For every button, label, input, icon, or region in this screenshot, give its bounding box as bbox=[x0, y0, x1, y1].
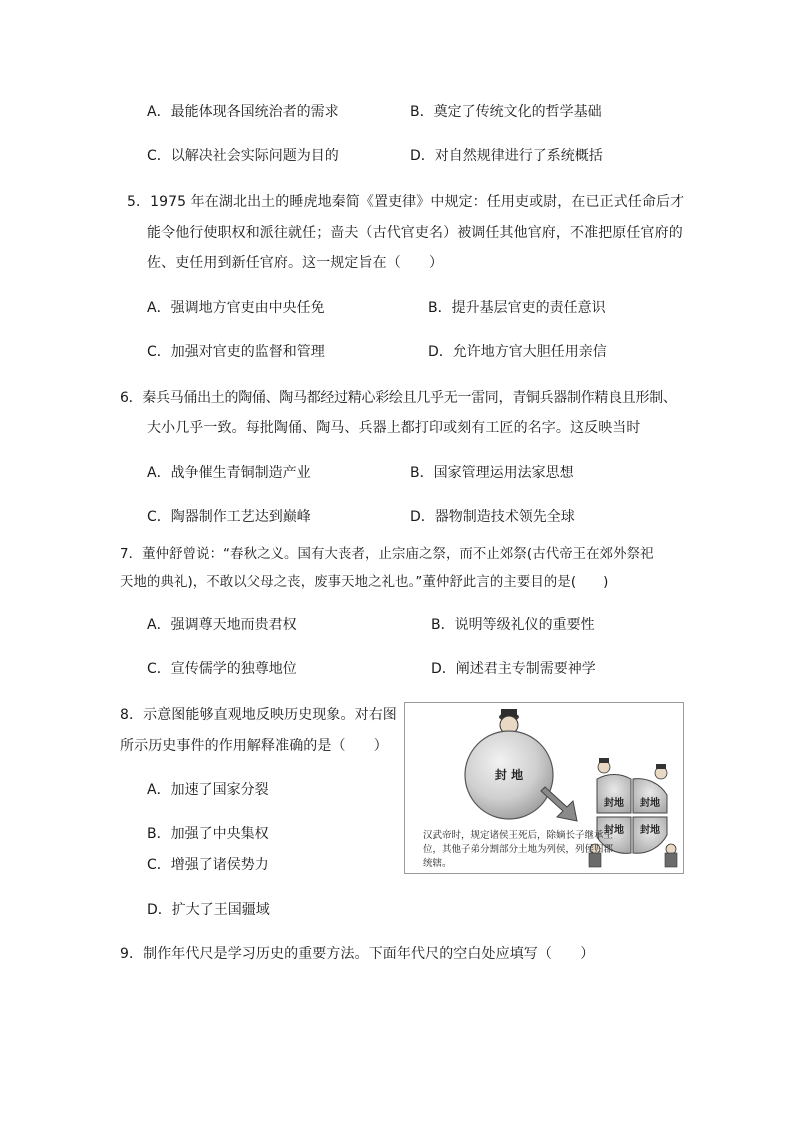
q5-option-c: C．加强对官吏的监督和管理 bbox=[147, 344, 325, 360]
q6-option-d: D．器物制造技术领先全球 bbox=[410, 509, 575, 525]
piece-label-2: 封地 bbox=[640, 798, 660, 809]
arrow-icon bbox=[541, 787, 577, 821]
piece-label-1: 封地 bbox=[604, 798, 624, 809]
q6-option-c: C．陶器制作工艺达到巅峰 bbox=[147, 509, 311, 525]
q8-option-a: A．加速了国家分裂 bbox=[147, 782, 269, 798]
q6-stem-line2: 大小几乎一致。每批陶俑、陶马、兵器上都打印或刻有工匠的名字。这反映当时 bbox=[147, 420, 641, 436]
q4-option-d: D．对自然规律进行了系统概括 bbox=[410, 148, 603, 164]
q4-option-a: A．最能体现各国统治者的需求 bbox=[147, 104, 339, 120]
q4-option-c: C．以解决社会实际问题为目的 bbox=[147, 148, 339, 164]
q7-stem-line1: 7．董仲舒曾说：“春秋之义。国有大丧者，止宗庙之祭，而不止郊祭(古代帝王在郊外祭祀 bbox=[120, 547, 654, 562]
q8-option-d: D．扩大了王国疆域 bbox=[147, 902, 270, 918]
q6-option-b: B．国家管理运用法家思想 bbox=[410, 465, 574, 481]
piece-label-3: 封地 bbox=[604, 825, 624, 836]
q8-illustration bbox=[404, 702, 684, 874]
q4-option-b: B．奠定了传统文化的哲学基础 bbox=[410, 104, 602, 120]
q5-stem-line2: 能令他行使职权和派往就任；啬夫（古代官吏名）被调任其他官府，不准把原任官府的 bbox=[147, 225, 683, 241]
q5-option-b: B．提升基层官吏的责任意识 bbox=[428, 300, 606, 316]
big-fief-disc bbox=[465, 731, 553, 819]
q8-stem-line1: 8．示意图能够直观地反映历史现象。对右图 bbox=[120, 707, 397, 723]
q7-option-d: D．阐述君主专制需要神学 bbox=[431, 661, 596, 677]
q7-option-a: A．强调尊天地而贵君权 bbox=[147, 617, 297, 633]
piece-label-4: 封地 bbox=[640, 825, 660, 836]
big-fief-label: 封 地 bbox=[494, 768, 524, 782]
q9-stem-line1: 9．制作年代尺是学习历史的重要方法。下面年代尺的空白处应填写（ ） bbox=[120, 946, 595, 962]
q8-option-b: B．加强了中央集权 bbox=[147, 826, 269, 842]
q5-stem-line1: 5．1975 年在湖北出土的睡虎地秦简《置吏律》中规定：任用吏或尉，在已正式任命后才 bbox=[127, 194, 685, 210]
q5-option-d: D．允许地方官大胆任用亲信 bbox=[428, 344, 607, 360]
q8-option-c: C．增强了诸侯势力 bbox=[147, 857, 269, 873]
figure-caption: 汉武帝时，规定诸侯王死后，除嫡长子继承王位，其他子弟分割部分土地为列侯，列侯归郡统辖。 bbox=[423, 830, 614, 869]
q6-stem-line1: 6．秦兵马俑出土的陶俑、陶马都经过精心彩绘且几乎无一雷同，青铜兵器制作精良且形制、 bbox=[120, 390, 677, 406]
q7-stem-line2: 天地的典礼)，不敢以父母之丧，废事天地之礼也。”董仲舒此言的主要目的是( ) bbox=[120, 575, 609, 590]
q7-option-b: B．说明等级礼仪的重要性 bbox=[431, 617, 595, 633]
q5-option-a: A．强调地方官吏由中央任免 bbox=[147, 300, 325, 316]
q6-option-a: A．战争催生青铜制造产业 bbox=[147, 465, 311, 481]
q5-stem-line3: 佐、吏任用到新任官府。这一规定旨在（ ） bbox=[147, 255, 444, 271]
q7-option-c: C．宣传儒学的独尊地位 bbox=[147, 661, 297, 677]
q8-stem-line2: 所示历史事件的作用解释准确的是（ ） bbox=[120, 738, 388, 754]
